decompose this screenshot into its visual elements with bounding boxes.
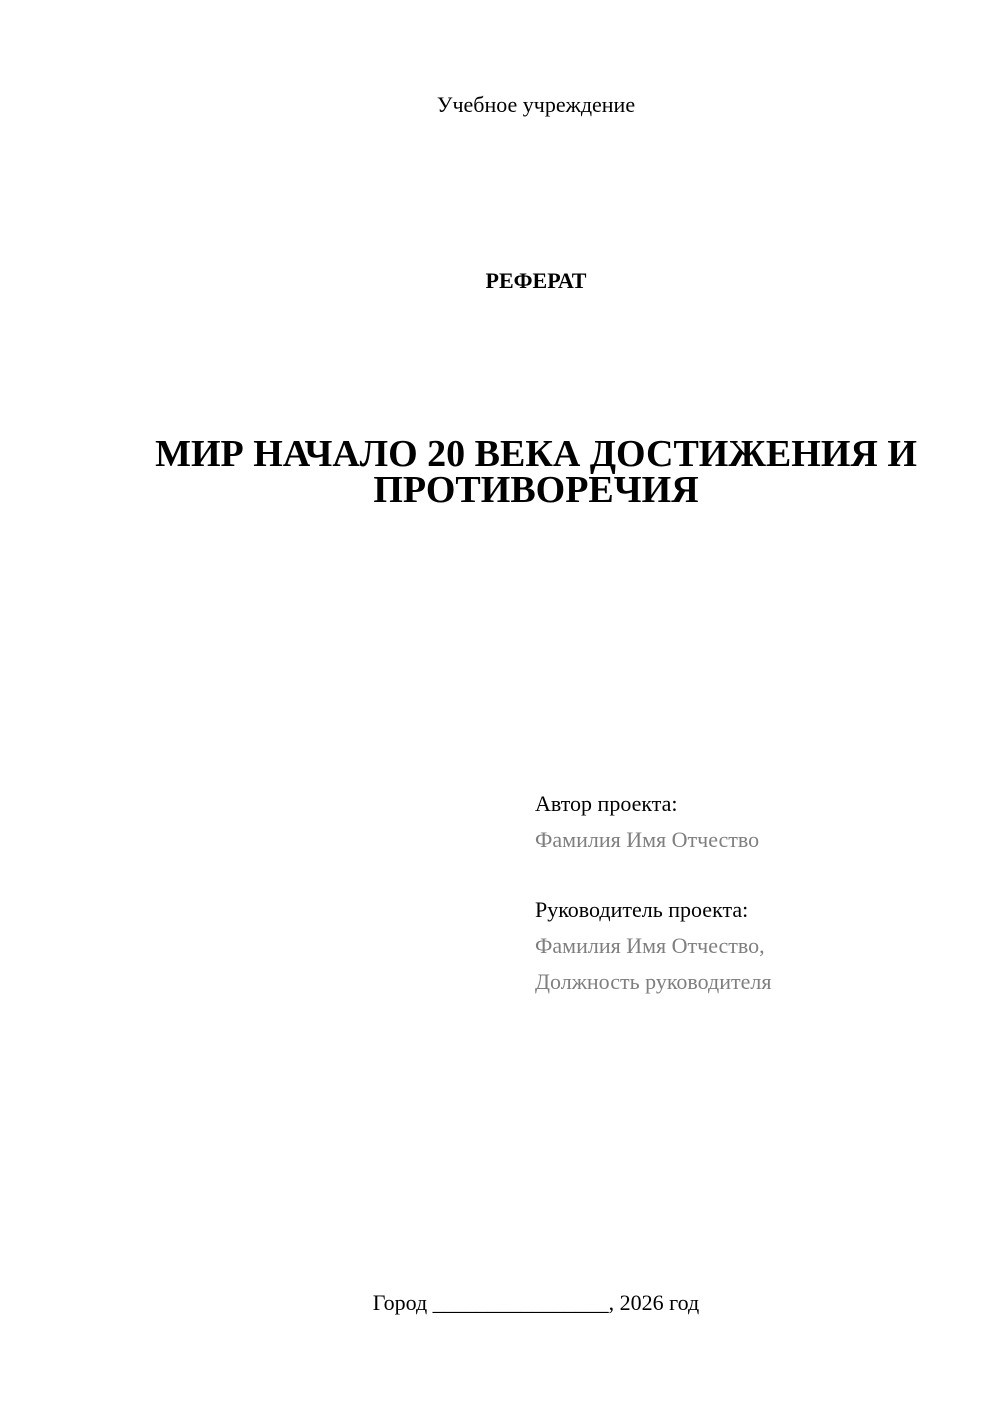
- city-year-footer: Город ________________, 2026 год: [372, 1290, 700, 1315]
- supervisor-label: Руководитель проекта:: [535, 897, 749, 922]
- author-name: Фамилия Имя Отчество: [535, 827, 760, 852]
- document-title: [100, 433, 972, 511]
- supervisor-name: Фамилия Имя Отчество,: [535, 933, 765, 958]
- title-line-1: МИР НАЧАЛО 20 ВЕКА ДОСТИЖЕНИЯ И: [155, 433, 917, 475]
- supervisor-position: Должность руководителя: [535, 969, 772, 994]
- title-line-2: ПРОТИВОРЕЧИЯ: [373, 469, 699, 511]
- document-type: РЕФЕРАТ: [485, 268, 587, 293]
- supervisor-block: [535, 892, 771, 1000]
- institution-name: Учебное учреждение: [436, 92, 636, 117]
- author-block: [535, 786, 759, 858]
- author-label: Автор проекта:: [535, 791, 678, 816]
